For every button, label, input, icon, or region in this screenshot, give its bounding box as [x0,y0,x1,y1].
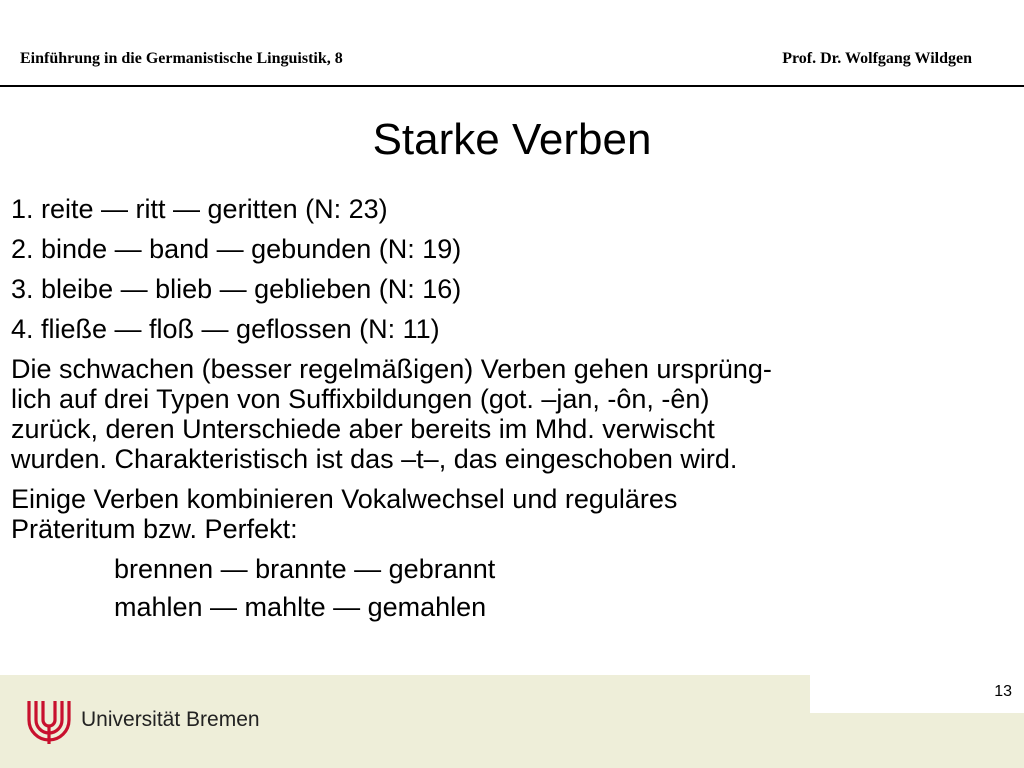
university-name: Universität Bremen [81,708,260,731]
page-number: 13 [994,683,1012,700]
example-brennen: brennen — brannte — gebrannt [114,554,496,584]
paragraph-line: Die schwachen (besser regelmäßigen) Verben gehen ursprüng- [11,354,772,384]
verb-class-4: 4. fließe — floß — geflossen (N: 11) [11,314,440,344]
slide-header [0,0,1024,88]
paragraph-line: lich auf drei Typen von Suffixbildungen (got. –jan, -ôn, -ên) [11,384,710,414]
course-title: Einführung in die Germanistische Linguistik, 8 [20,50,343,67]
example-mahlen: mahlen — mahlte — gemahlen [114,592,487,622]
verb-class-3: 3. bleibe — blieb — geblieben (N: 16) [11,274,462,304]
weak-verbs-paragraph [11,354,1001,474]
header-divider [0,85,1024,87]
verb-class-1: 1. reite — ritt — geritten (N: 23) [11,194,388,224]
slide-content [11,194,1001,630]
mixed-verbs-paragraph [11,484,1001,544]
slide-title: Starke Verben [372,115,652,164]
paragraph-line: zurück, deren Unterschiede aber bereits im Mhd. verwischt [11,414,715,444]
author-name: Prof. Dr. Wolfgang Wildgen [782,50,972,67]
footer-band-right [810,713,1024,768]
paragraph-line: Einige Verben kombinieren Vokalwechsel und reguläres [11,484,678,514]
verb-class-2: 2. binde — band — gebunden (N: 19) [11,234,462,264]
paragraph-line: wurden. Charakteristisch ist das –t–, das eingeschoben wird. [11,444,738,474]
paragraph-line: Präteritum bzw. Perfekt: [11,514,298,544]
university-logo-icon [25,698,73,746]
